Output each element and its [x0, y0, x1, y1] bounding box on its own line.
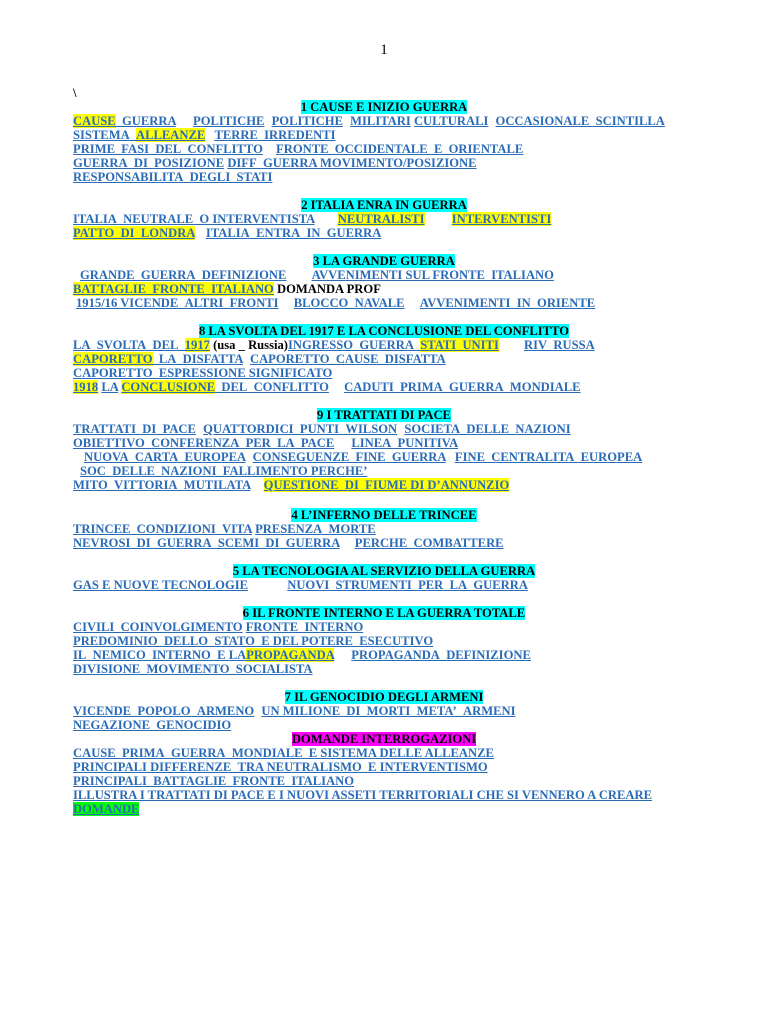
- link-domande[interactable]: DOMANDE: [73, 802, 140, 816]
- section-3-line-1: [80, 268, 554, 282]
- section-4-heading: 4 L’INFERNO DELLE TRINCEE: [291, 508, 477, 522]
- link-predominio-dello-stato[interactable]: PREDOMINIO_DELLO_STATO_E DEL POTERE_ESECUTIVO: [73, 634, 434, 648]
- link-nemico-interno[interactable]: IL_NEMICO_INTERNO_E LA: [73, 648, 247, 662]
- link-grande-guerra-definizione[interactable]: GRANDE_GUERRA_DEFINIZIONE: [80, 268, 287, 282]
- section-6-line-4: [73, 662, 313, 676]
- link-diff-guerra-movimento[interactable]: DIFF_GUERRA MOVIMENTO/POSIZIONE: [227, 156, 477, 170]
- link-divisione-movimento-socialista[interactable]: DIVISIONE_MOVIMENTO_SOCIALISTA: [73, 662, 313, 676]
- section-3-heading: 3 LA GRANDE GUERRA: [313, 254, 455, 268]
- link-quattordici-punti-wilson[interactable]: QUATTORDICI_PUNTI_WILSON: [203, 422, 398, 436]
- link-prime-fasi[interactable]: PRIME_FASI_DEL_CONFLITTO: [73, 142, 263, 156]
- section-8-line-2: [73, 352, 446, 366]
- link-gas-nuove-tecnologie[interactable]: GAS E NUOVE TECNOLOGIE: [73, 578, 249, 592]
- section-7-line-1: [73, 704, 516, 718]
- link-societa-delle-nazioni[interactable]: SOCIETA_DELLE_NAZIONI: [404, 422, 571, 436]
- section-9-line-2: [73, 436, 458, 450]
- link-nevrosi-di-guerra[interactable]: NEVROSI_DI_GUERRA_SCEMI_DI_GUERRA: [73, 536, 340, 550]
- link-responsabilita-stati[interactable]: RESPONSABILITA_DEGLI_STATI: [73, 170, 273, 184]
- section-1-heading: 1 CAUSE E INIZIO GUERRA: [300, 100, 468, 114]
- section-1-line-3: [73, 142, 523, 156]
- section-9-line-4: [80, 464, 368, 478]
- link-battaglie-fronte-italiano[interactable]: BATTAGLIE_FRONTE_ITALIANO: [73, 282, 274, 296]
- link-la-svolta-del[interactable]: LA_SVOLTA_DEL_: [73, 338, 185, 352]
- section-8-line-4: [73, 380, 581, 394]
- link-italia-neutrale[interactable]: ITALIA_NEUTRALE_O INTERVENTISTA: [73, 212, 315, 226]
- section-8-line-1: [73, 338, 595, 352]
- link-trincee-condizioni-vita[interactable]: TRINCEE_CONDIZIONI_VITA: [73, 522, 252, 536]
- link-fronte-interno[interactable]: FRONTE_INTERNO: [245, 620, 364, 634]
- link-guerra-di-posizione[interactable]: GUERRA_DI_POSIZIONE: [73, 156, 225, 170]
- section-6-line-3: [73, 648, 531, 662]
- link-soc-nazioni-fallimento[interactable]: SOC_DELLE_NAZIONI_FALLIMENTO PERCHE’: [80, 464, 368, 478]
- link-cause-prima-guerra[interactable]: CAUSE_PRIMA_GUERRA_MONDIALE_E SISTEMA DELLE ALLEANZE: [73, 746, 494, 760]
- link-culturali[interactable]: CULTURALI: [413, 114, 489, 128]
- link-stati-uniti[interactable]: STATI_UNITI: [420, 338, 499, 352]
- interrogazioni-heading-row: [0, 732, 768, 746]
- link-cause[interactable]: CAUSE: [73, 114, 116, 128]
- section-5-heading-row: [0, 564, 768, 578]
- link-negazione-genocidio[interactable]: NEGAZIONE_GENOCIDIO: [73, 718, 232, 732]
- section-3-heading-row: [0, 254, 768, 268]
- link-1917[interactable]: 1917: [184, 338, 210, 352]
- section-1-line-4: [73, 156, 477, 170]
- link-questione-di-fiume[interactable]: QUESTIONE_DI_FIUME DI D’ANNUNZIO: [263, 478, 510, 492]
- section-9-line-3: [84, 450, 642, 464]
- link-ingresso-guerra[interactable]: INGRESSO_GUERRA_: [287, 338, 421, 352]
- section-7-heading-row: [0, 690, 768, 704]
- link-principali-differenze[interactable]: PRINCIPALI DIFFERENZE_TRA NEUTRALISMO_E INTERVENTISMO: [73, 760, 488, 774]
- link-avvenimenti-oriente[interactable]: AVVENIMENTI_IN_ORIENTE: [419, 296, 596, 310]
- link-perche-combattere[interactable]: PERCHE_COMBATTERE: [354, 536, 504, 550]
- link-un-milione-di-morti[interactable]: UN MILIONE_DI_MORTI_META’_ARMENI: [261, 704, 516, 718]
- section-1-line-2: [73, 128, 336, 142]
- link-caporetto-espressione[interactable]: CAPORETTO_ESPRESSIONE SIGNIFICATO: [73, 366, 333, 380]
- section-4-line-2: [73, 536, 504, 550]
- link-conseguenze-fine-guerra[interactable]: CONSEGUENZE_FINE_GUERRA: [252, 450, 446, 464]
- link-1918[interactable]: 1918: [73, 380, 99, 394]
- interrogazioni-item-2: [73, 760, 488, 774]
- interrogazioni-item-1: [73, 746, 494, 760]
- section-7-line-2: [73, 718, 231, 732]
- link-mito-vittoria-mutilata[interactable]: MITO_VITTORIA_MUTILATA: [73, 478, 251, 492]
- section-3-line-2: [73, 282, 381, 296]
- section-8-line-3: [73, 366, 332, 380]
- link-terre-irredenti[interactable]: TERRE_IRREDENTI: [214, 128, 336, 142]
- link-nuova-carta-europea[interactable]: NUOVA_CARTA_EUROPEA: [84, 450, 246, 464]
- interrogazioni-item-4: [73, 788, 652, 802]
- link-principali-battaglie[interactable]: PRINCIPALI_BATTAGLIE_FRONTE_ITALIANO: [73, 774, 355, 788]
- section-1-line-5: [73, 170, 272, 184]
- link-caduti-prima-guerra[interactable]: CADUTI_PRIMA_GUERRA_MONDIALE: [344, 380, 581, 394]
- link-vicende-altri-fronti[interactable]: 1915/16 VICENDE_ALTRI_FRONTI: [76, 296, 279, 310]
- interrogazioni-heading: DOMANDE INTERROGAZIONI: [291, 732, 477, 746]
- link-nuovi-strumenti[interactable]: NUOVI_STRUMENTI_PER_LA_GUERRA: [287, 578, 528, 592]
- link-linea-punitiva[interactable]: LINEA_PUNITIVA: [351, 436, 459, 450]
- section-1-line-1: [73, 114, 665, 128]
- link-avvenimenti-fronte-italiano[interactable]: AVVENIMENTI SUL FRONTE_ITALIANO: [311, 268, 554, 282]
- section-5-line-1: [73, 578, 528, 592]
- interrogazioni-domande-row: [73, 802, 139, 816]
- section-8-heading: 8 LA SVOLTA DEL 1917 E LA CONCLUSIONE DEL CONFLITTO: [198, 324, 570, 338]
- link-neutralisti[interactable]: NEUTRALISTI: [337, 212, 425, 226]
- section-9-line-1: [73, 422, 571, 436]
- link-politiche-1[interactable]: POLITICHE: [193, 114, 265, 128]
- link-propaganda[interactable]: PROPAGANDA: [246, 648, 335, 662]
- section-4-heading-row: [0, 508, 768, 522]
- link-politiche-2[interactable]: POLITICHE: [271, 114, 343, 128]
- usa-russia-note: (usa _ Russia): [213, 338, 288, 352]
- section-1-heading-row: [0, 100, 768, 114]
- section-3-line-3: [76, 296, 595, 310]
- section-8-heading-row: [0, 324, 768, 338]
- link-guerra[interactable]: _GUERRA: [115, 114, 176, 128]
- section-2-heading: 2 ITALIA ENRA IN GUERRA: [301, 198, 467, 212]
- link-caporetto[interactable]: CAPORETTO: [73, 352, 153, 366]
- link-propaganda-definizione[interactable]: PROPAGANDA_DEFINIZIONE: [351, 648, 531, 662]
- backslash-mark: \: [73, 86, 77, 100]
- link-trattati-di-pace[interactable]: TRATTATI_DI_PACE: [73, 422, 196, 436]
- link-interventisti[interactable]: INTERVENTISTI: [451, 212, 552, 226]
- link-la[interactable]: LA: [101, 380, 119, 394]
- link-blocco-navale[interactable]: BLOCCO_NAVALE: [293, 296, 405, 310]
- section-5-heading: 5 LA TECNOLOGIA AL SERVIZIO DELLA GUERRA: [232, 564, 536, 578]
- link-alleanze[interactable]: ALLEANZE: [136, 128, 206, 142]
- page-number: 1: [380, 42, 388, 58]
- link-fine-centralita-europea[interactable]: FINE_CENTRALITA_EUROPEA: [454, 450, 643, 464]
- section-2-heading-row: [0, 198, 768, 212]
- link-caporetto-cause-disfatta[interactable]: CAPORETTO_CAUSE_DISFATTA: [249, 352, 446, 366]
- section-9-line-5: [73, 478, 509, 492]
- section-7-heading: 7 IL GENOCIDIO DEGLI ARMENI: [284, 690, 484, 704]
- link-obiettivo-conferenza[interactable]: OBIETTIVO_CONFERENZA_PER_LA_PACE: [73, 436, 335, 450]
- section-9-heading-row: [0, 408, 768, 422]
- link-civili-coinvolgimento[interactable]: CIVILI_COINVOLGIMENTO: [73, 620, 243, 634]
- link-presenza-morte[interactable]: PRESENZA_MORTE: [255, 522, 376, 536]
- link-la-disfatta[interactable]: _LA_DISFATTA: [152, 352, 243, 366]
- section-6-line-1: [73, 620, 363, 634]
- link-riv-russa[interactable]: RIV_RUSSA: [524, 338, 595, 352]
- link-del-conflitto[interactable]: _DEL_CONFLITTO: [215, 380, 329, 394]
- section-2-line-2: [73, 226, 381, 240]
- link-fronte-occidentale-orientale[interactable]: FRONTE_OCCIDENTALE_E_ORIENTALE: [276, 142, 524, 156]
- link-occasionale-scintilla[interactable]: OCCASIONALE_SCINTILLA: [495, 114, 665, 128]
- link-italia-entra-in-guerra[interactable]: ITALIA_ENTRA_IN_GUERRA: [205, 226, 382, 240]
- domanda-prof-label: DOMANDA PROF: [277, 282, 381, 296]
- section-6-heading-row: [0, 606, 768, 620]
- section-6-heading: 6 IL FRONTE INTERNO E LA GUERRA TOTALE: [242, 606, 526, 620]
- link-patto-di-londra[interactable]: PATTO_DI_LONDRA: [73, 226, 195, 240]
- link-sistema[interactable]: SISTEMA_: [73, 128, 136, 142]
- link-militari[interactable]: MILITARI: [350, 114, 411, 128]
- link-conclusione[interactable]: CONCLUSIONE: [121, 380, 216, 394]
- link-vicende-popolo-armeno[interactable]: VICENDE_POPOLO_ARMENO: [73, 704, 255, 718]
- section-2-line-1: [73, 212, 551, 226]
- interrogazioni-item-3: [73, 774, 354, 788]
- section-9-heading: 9 I TRATTATI DI PACE: [317, 408, 451, 422]
- link-illustra-trattati[interactable]: ILLUSTRA I TRATTATI DI PACE E I NUOVI ASSETI TERRITORIALI CHE SI VENNERO A CREARE: [73, 788, 653, 802]
- section-4-line-1: [73, 522, 376, 536]
- section-6-line-2: [73, 634, 433, 648]
